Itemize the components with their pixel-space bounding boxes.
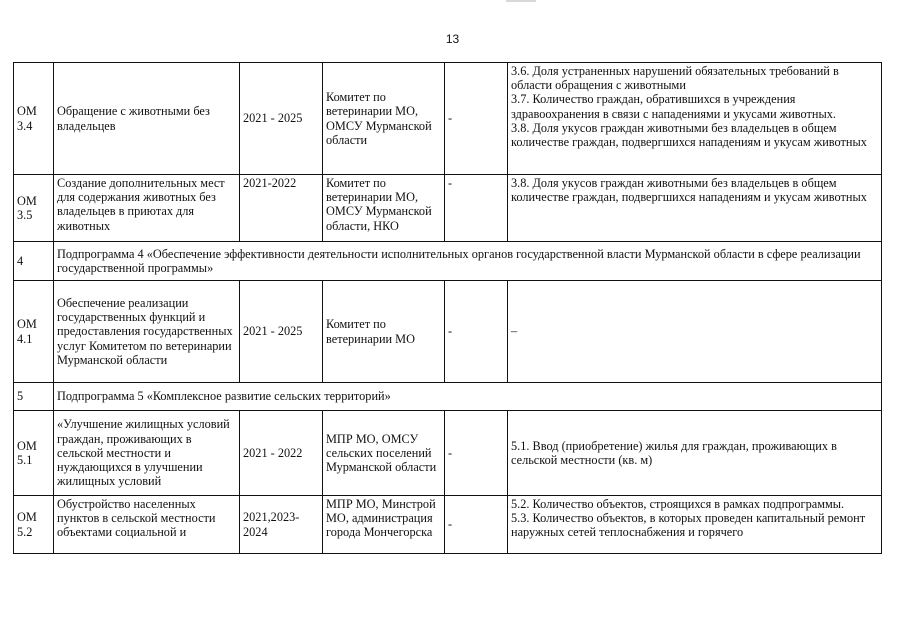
row-period: 2021 - 2022 (240, 411, 323, 496)
row-executor: МПР МО, Минстрой МО, администрация города Мончегорска (323, 496, 445, 554)
row-code: 4 (14, 242, 54, 281)
row-indicators: – (508, 281, 882, 383)
row-col5: - (445, 496, 508, 554)
table-row (14, 496, 882, 554)
row-col5: - (445, 411, 508, 496)
row-indicators: 5.2. Количество объектов, строящихся в рамках подпрограммы. 5.3. Количество объектов, в которых проведен капитальный ремонт наружных сетей теплоснабжения и горячего (508, 496, 882, 554)
subprogram-title: Подпрограмма 4 «Обеспечение эффективности деятельности исполнительных органов государственной власти Мурманской области в сфере реализации государственной программы» (54, 242, 882, 281)
row-code: ОМ 3.4 (14, 63, 54, 175)
row-name: Создание дополнительных мест для содержания животных без владельцев в приютах для животных (54, 175, 240, 242)
table-row (14, 175, 882, 242)
row-executor: МПР МО, ОМСУ сельских поселений Мурманской области (323, 411, 445, 496)
page-number: 13 (445, 32, 460, 46)
row-period: 2021,2023- 2024 (240, 496, 323, 554)
table-row (14, 281, 882, 383)
row-period: 2021-2022 (240, 175, 323, 242)
row-indicators: 3.6. Доля устраненных нарушений обязательных требований в области обращения с животными 3.7. Количество граждан, обратившихся в учреждения здравоохранения в связи с нападениями и укусами животных. 3.8. Доля укусов граждан животными без владельцев в общем количестве граждан, подвергшихся нападениям и укусам животных (508, 63, 882, 175)
row-indicators: 5.1. Ввод (приобретение) жилья для граждан, проживающих в сельской местности (кв. м) (508, 411, 882, 496)
row-name: Обращение с животными без владельцев (54, 63, 240, 175)
subprogram-title: Подпрограмма 5 «Комплексное развитие сельских территорий» (54, 383, 882, 411)
row-code: ОМ 5.2 (14, 496, 54, 554)
row-code: ОМ 4.1 (14, 281, 54, 383)
row-indicators: 3.8. Доля укусов граждан животными без владельцев в общем количестве граждан, подвергшихся нападениям и укусам животных (508, 175, 882, 242)
program-table (13, 62, 882, 554)
row-period: 2021 - 2025 (240, 63, 323, 175)
table-row (14, 411, 882, 496)
row-executor: Комитет по ветеринарии МО, ОМСУ Мурманской области (323, 63, 445, 175)
row-code: ОМ 5.1 (14, 411, 54, 496)
subprogram-row (14, 383, 882, 411)
row-name: Обустройство населенных пунктов в сельской местности объектами социальной и (54, 496, 240, 554)
row-col5: - (445, 175, 508, 242)
subprogram-row (14, 242, 882, 281)
scan-mark (506, 0, 536, 2)
row-name: «Улучшение жилищных условий граждан, проживающих в сельской местности и нуждающихся в улучшении жилищных условий (54, 411, 240, 496)
row-name: Обеспечение реализации государственных функций и предоставления государственных услуг Комитетом по ветеринарии Мурманской области (54, 281, 240, 383)
row-executor: Комитет по ветеринарии МО, ОМСУ Мурманской области, НКО (323, 175, 445, 242)
row-col5: - (445, 63, 508, 175)
row-code: ОМ 3.5 (14, 175, 54, 242)
table-row (14, 63, 882, 175)
row-col5: - (445, 281, 508, 383)
row-executor: Комитет по ветеринарии МО (323, 281, 445, 383)
row-period: 2021 - 2025 (240, 281, 323, 383)
row-code: 5 (14, 383, 54, 411)
